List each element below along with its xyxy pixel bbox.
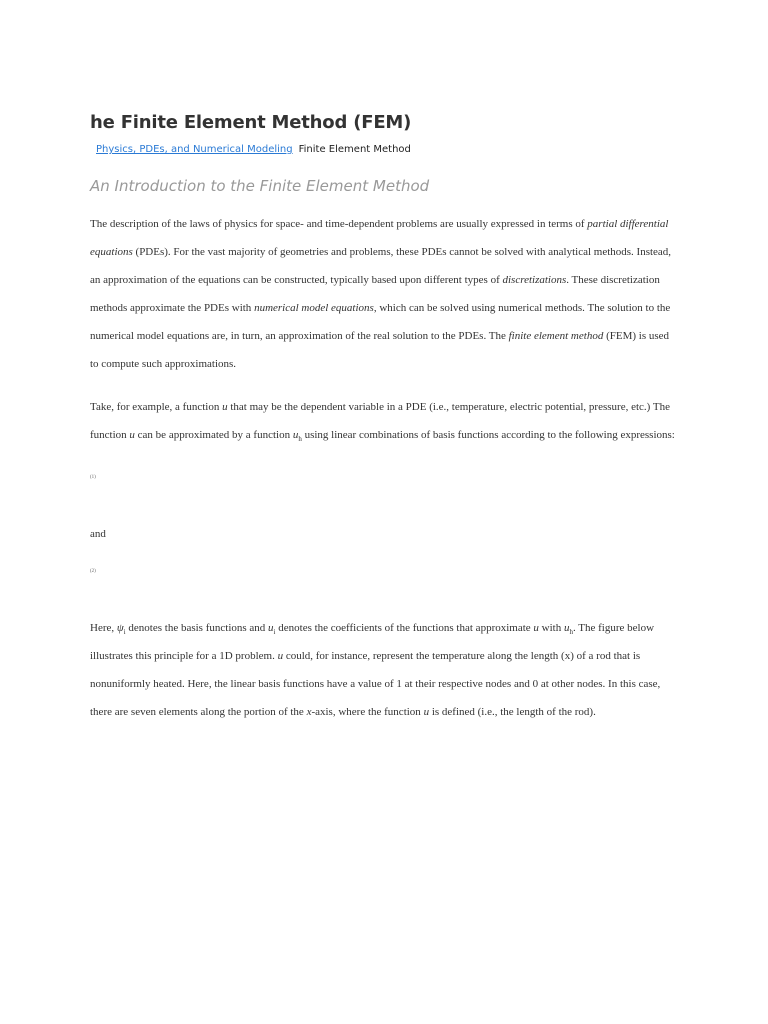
emphasis: u <box>222 401 228 413</box>
page-title: he Finite Element Method (FEM) <box>90 112 412 133</box>
equation-2-label: (2) <box>90 569 96 574</box>
subscript: i <box>123 628 126 637</box>
emphasis: discretizations <box>502 274 567 286</box>
emphasis: partial differential equations <box>90 218 669 258</box>
emphasis: u <box>533 622 539 634</box>
paragraph-intro <box>90 210 680 378</box>
emphasis: finite element method <box>508 330 604 342</box>
emphasis: x <box>306 706 312 718</box>
text: can be approximated by a function <box>134 429 293 441</box>
emphasis: u <box>563 622 570 634</box>
text: Take, for example, a function <box>90 401 223 413</box>
subscript: i <box>273 628 276 637</box>
text: The description of the laws of physics for space- and time-dependent problems are usually expressed in terms of <box>90 218 588 230</box>
text: could, for instance, represent the temperature along the length ( <box>283 650 565 662</box>
text: , which can be solved using numerical methods. The solution to the numerical model equations are, in turn, an approximation of the real solution to the PDEs. The <box>90 302 671 342</box>
emphasis: ψ <box>116 622 124 634</box>
breadcrumb <box>90 142 680 158</box>
text: denotes the basis functions and <box>125 622 269 634</box>
emphasis: u <box>423 706 430 718</box>
text: Here, <box>90 622 117 634</box>
emphasis: u <box>268 622 274 634</box>
text: . These discretization methods approximate the PDEs with <box>90 274 660 314</box>
paragraph-example <box>90 393 680 449</box>
section-subtitle: An Introduction to the Finite Element Method <box>90 177 430 195</box>
text: with <box>538 622 564 634</box>
text: -axis, where the function <box>311 706 424 718</box>
emphasis: u <box>277 650 284 662</box>
breadcrumb-link-physics[interactable]: Physics, PDEs, and Numerical Modeling <box>96 144 293 155</box>
text: denotes the coefficients of the functions that approximate <box>275 622 534 634</box>
breadcrumb-current: Finite Element Method <box>298 144 411 155</box>
text: ) of a rod that is nonuniformly heated. Here, the linear basis functions have a value of 1 at their respective nodes and 0 at other nodes. In this case, there are seven elements along the portion of the <box>90 650 661 718</box>
text: (FEM) is used to compute such approximations. <box>90 330 670 370</box>
article <box>90 110 680 726</box>
emphasis: u <box>292 429 299 441</box>
text: . The figure below illustrates this principle for a 1D problem. <box>90 622 655 662</box>
text: x <box>564 650 571 662</box>
subscript: h <box>298 435 302 444</box>
text: is defined (i.e., the length of the rod). <box>429 706 596 718</box>
emphasis: numerical model equations <box>254 302 374 314</box>
text: that may be the dependent variable in a PDE (i.e., temperature, electric potential, pressure, etc.) The function <box>90 401 670 441</box>
equation-1-label: (1) <box>90 475 96 480</box>
text: (PDEs). For the vast majority of geometries and problems, these PDEs cannot be solved with analytical methods. Instead, an approximation of the equations can be constructed, typically based upon different types of <box>90 246 672 286</box>
subscript: h <box>569 628 573 637</box>
text: using linear combinations of basis functions according to the following expressions: <box>301 429 675 441</box>
and-text: and <box>90 528 106 540</box>
paragraph-basis-functions <box>90 614 680 726</box>
emphasis: u <box>129 429 135 441</box>
